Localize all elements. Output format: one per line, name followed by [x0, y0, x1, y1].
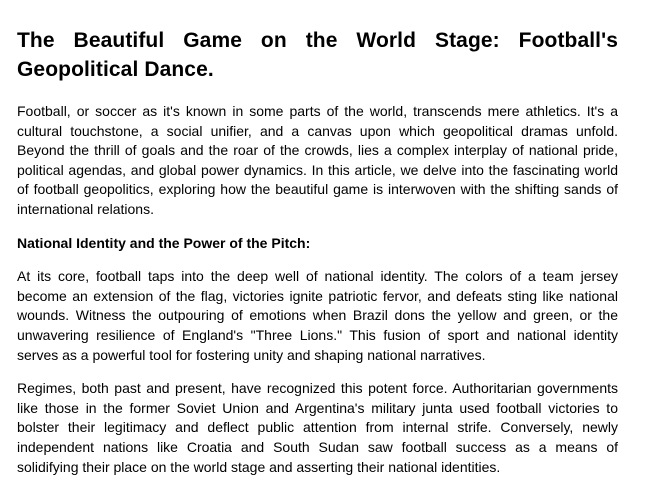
section-heading: National Identity and the Power of the Pitch: — [17, 234, 311, 251]
body-paragraph-2: Regimes, both past and present, have recognized this potent force. Authoritarian governments like those in the former Soviet Union and Argentina's military junta used football victories to bolster their legitimacy and deflect public attention from internal strife. Conversely, newly independent nations like Croatia and South Sudan saw football success as a means of solidifying their place on the world stage and asserting their national identities. — [17, 380, 618, 475]
article — [17, 26, 618, 491]
intro-paragraph: Football, or soccer as it's known in some parts of the world, transcends mere athletics. It's a cultural touchstone, a social unifier, and a canvas upon which geopolitical dramas unfold. Beyond the thrill of goals and the roar of the crowds, lies a complex interplay of national pride, political agendas, and global power dynamics. In this article, we delve into the fascinating world of football geopolitics, exploring how the beautiful game is interwoven with the shifting sands of international relations. — [17, 103, 618, 217]
body-paragraph-1: At its core, football taps into the deep well of national identity. The colors of a team jersey become an extension of the flag, victories ignite patriotic fervor, and defeats sting like national wounds. Witness the outpouring of emotions when Brazil dons the yellow and green, or the unwavering resilience of England's "Three Lions." This fusion of sport and national identity serves as a powerful tool for fostering unity and shaping national narratives. — [17, 268, 618, 363]
article-title: The Beautiful Game on the World Stage: Football's Geopolitical Dance. — [17, 29, 618, 81]
